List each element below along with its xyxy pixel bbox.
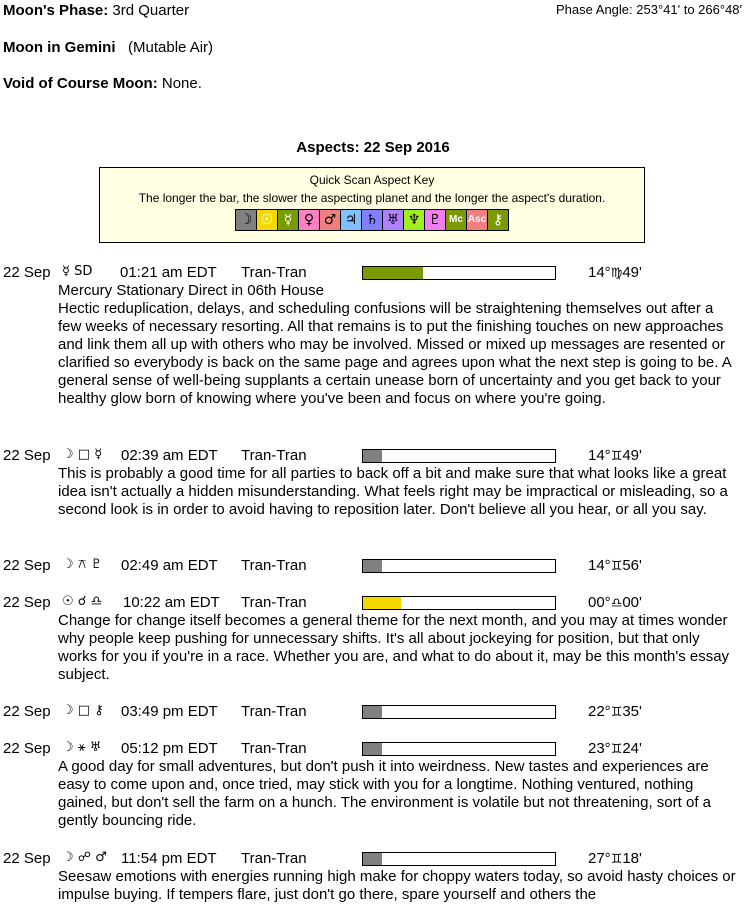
aspect-kind: Tran-Tran — [241, 740, 307, 757]
aspect-date: 22 Sep — [3, 447, 51, 464]
aspect-header-row — [0, 555, 746, 575]
zodiac-sign-icon: ♊ — [610, 852, 623, 867]
aspects-title: Aspects: 22 Sep 2016 — [296, 139, 450, 156]
aspect-kind: Tran-Tran — [241, 850, 307, 867]
zodiac-sign-icon: ♎ — [610, 596, 623, 611]
duration-bar-fill — [363, 450, 382, 462]
duration-bar-fill — [363, 597, 401, 609]
phase-angle-value: 253°41' to 266°48' — [636, 2, 742, 17]
aspect-entry — [0, 555, 746, 575]
aspect-time: 10:22 am EDT — [123, 594, 220, 611]
midheaven-icon: Mc — [446, 210, 467, 230]
aspect-header-row — [0, 592, 746, 612]
aspect-description: Change for change itself becomes a general theme for the next month, and you may at times wonder why people keep pushing for unnecessary shifts. It's all about jockeying for position, but that only works for you if you're in a race. Whether you are, and what to do about it, may be this month's essay subject. — [58, 612, 730, 683]
moon-sign-line — [3, 39, 213, 56]
duration-bar-fill — [363, 267, 423, 279]
position-degrees: 00° — [588, 594, 611, 611]
position-minutes: 49' — [622, 264, 642, 281]
moon-sign-element: (Mutable Air) — [128, 39, 214, 56]
zodiac-sign-icon: ♊ — [610, 449, 623, 464]
duration-bar-fill — [363, 743, 382, 755]
aspect-position — [588, 703, 642, 720]
aspect-glyphs: ☽ □ ☿ — [62, 447, 103, 462]
aspect-header-row — [0, 738, 746, 758]
aspect-kind: Tran-Tran — [241, 594, 307, 611]
position-minutes: 56' — [622, 557, 642, 574]
aspect-date: 22 Sep — [3, 557, 51, 574]
duration-bar — [362, 559, 556, 573]
venus-icon: ♀ — [299, 210, 320, 230]
aspect-entry — [0, 701, 746, 721]
moon-sign-label: Moon in Gemini — [3, 39, 116, 56]
aspect-entry — [0, 445, 746, 519]
duration-bar — [362, 596, 556, 610]
aspect-position — [588, 850, 642, 867]
saturn-icon: ♄ — [362, 210, 383, 230]
aspect-description: Hectic reduplication, delays, and scheduling confusions will be straightening themselves out after a few weeks of necessary resorting. All that remains is to put the finishing touches on new approaches and link them all up with others who may be involved. Missed or mixed up messages are resented or clarified so everybody is back on the same page and agrees upon what the next step is going to be. A general sense of well-being supplants a certain unease born of uncertainty and you get back to your healthy glow born of knowing where you've been and focus on where you're going. — [58, 300, 731, 407]
zodiac-sign-icon: ♊ — [610, 705, 623, 720]
aspect-glyphs: ☿ SD — [62, 264, 93, 279]
aspect-kind: Tran-Tran — [241, 557, 307, 574]
aspect-header-row — [0, 848, 746, 868]
aspect-glyphs: ☉ ☌ ♎ — [62, 594, 103, 609]
aspect-entry — [0, 848, 746, 904]
position-minutes: 49' — [622, 447, 642, 464]
position-degrees: 23° — [588, 740, 611, 757]
aspect-date: 22 Sep — [3, 264, 51, 281]
duration-bar-fill — [363, 706, 382, 718]
aspect-header-row — [0, 262, 746, 282]
moon-phase-label: Moon's Phase: — [3, 2, 109, 19]
sun-icon: ☉ — [257, 210, 278, 230]
zodiac-sign-icon: ♊ — [610, 559, 623, 574]
aspect-entry — [0, 592, 746, 684]
aspect-key-description: The longer the bar, the slower the aspecting planet and the longer the aspect's duration. — [138, 191, 606, 205]
aspect-subtitle: Mercury Stationary Direct in 06th House — [58, 282, 324, 299]
phase-angle-label: Phase Angle: — [556, 2, 633, 17]
aspect-date: 22 Sep — [3, 594, 51, 611]
aspect-glyphs: ☽ ☍ ♂ — [62, 850, 107, 865]
uranus-icon: ♅ — [383, 210, 404, 230]
aspect-time: 02:49 am EDT — [121, 557, 218, 574]
aspect-description: This is probably a good time for all parties to back off a bit and make sure that what looks like a great idea isn't actually a hidden misunderstanding. What feels right may be impractical or misleading, so a second look is in order to avoid having to reposition later. Don't believe all you hear, or all you say. — [58, 465, 728, 518]
zodiac-sign-icon: ♊ — [610, 742, 623, 757]
aspect-kind: Tran-Tran — [241, 703, 307, 720]
aspect-key-icons — [235, 209, 509, 231]
ascendant-icon: Asc — [467, 210, 488, 230]
duration-bar — [362, 266, 556, 280]
position-minutes: 00' — [622, 594, 642, 611]
duration-bar — [362, 852, 556, 866]
moon-icon: ☽ — [236, 210, 257, 230]
position-degrees: 14° — [588, 264, 611, 281]
void-of-course-line — [3, 75, 202, 92]
aspect-entry — [0, 738, 746, 830]
position-degrees: 14° — [588, 557, 611, 574]
mars-icon: ♂ — [320, 210, 341, 230]
chiron-icon: ⚷ — [488, 210, 508, 230]
position-degrees: 27° — [588, 850, 611, 867]
duration-bar — [362, 742, 556, 756]
aspect-description: A good day for small adventures, but don't push it into weirdness. New tastes and experiences are easy to come upon and, once tried, may stick with you for a longtime. Nothing ventured, nothing gained, but don't sell the farm on a hunch. The environment is volatile but not threatening, sort of a gently bouncing ride. — [58, 758, 711, 829]
aspect-date: 22 Sep — [3, 850, 51, 867]
position-minutes: 35' — [622, 703, 642, 720]
aspect-position — [588, 740, 642, 757]
aspect-time: 11:54 pm EDT — [121, 850, 217, 867]
jupiter-icon: ♃ — [341, 210, 362, 230]
aspect-position — [588, 557, 642, 574]
neptune-icon: ♆ — [404, 210, 425, 230]
position-degrees: 14° — [588, 447, 611, 464]
void-value: None. — [161, 75, 202, 92]
moon-phase-value: 3rd Quarter — [112, 2, 190, 19]
aspect-date: 22 Sep — [3, 703, 51, 720]
aspect-position — [588, 264, 642, 281]
duration-bar — [362, 449, 556, 463]
duration-bar — [362, 705, 556, 719]
aspect-glyphs: ☽ ⚻ ♇ — [62, 557, 103, 572]
aspect-time: 05:12 pm EDT — [121, 740, 218, 757]
aspect-kind: Tran-Tran — [241, 447, 307, 464]
aspect-kind: Tran-Tran — [241, 264, 307, 281]
duration-bar-fill — [363, 560, 382, 572]
zodiac-sign-icon: ♍ — [610, 266, 623, 281]
aspect-entry — [0, 262, 746, 408]
position-minutes: 18' — [622, 850, 642, 867]
duration-bar-fill — [363, 853, 382, 865]
aspect-header-row — [0, 445, 746, 465]
aspect-time: 03:49 pm EDT — [121, 703, 218, 720]
moon-phase-line — [3, 2, 189, 19]
aspect-key-box — [99, 167, 645, 243]
aspect-key-title: Quick Scan Aspect Key — [309, 173, 435, 187]
aspect-time: 02:39 am EDT — [121, 447, 218, 464]
aspect-description: Seesaw emotions with energies running high make for choppy waters today, so avoid hasty choices or impulse buying. If tempers flare, just don't go there, spare yourself and others the — [58, 868, 736, 903]
aspect-position — [588, 447, 642, 464]
pluto-icon: ♇ — [425, 210, 446, 230]
aspect-time: 01:21 am EDT — [120, 264, 217, 281]
aspect-date: 22 Sep — [3, 740, 51, 757]
aspect-header-row — [0, 701, 746, 721]
phase-angle — [556, 2, 742, 17]
void-label: Void of Course Moon: — [3, 75, 158, 92]
aspect-glyphs: ☽ □ ⚷ — [62, 703, 104, 718]
aspect-position — [588, 594, 642, 611]
position-degrees: 22° — [588, 703, 611, 720]
mercury-icon: ☿ — [278, 210, 299, 230]
aspect-glyphs: ☽ ⚹ ♅ — [62, 740, 102, 755]
position-minutes: 24' — [622, 740, 642, 757]
